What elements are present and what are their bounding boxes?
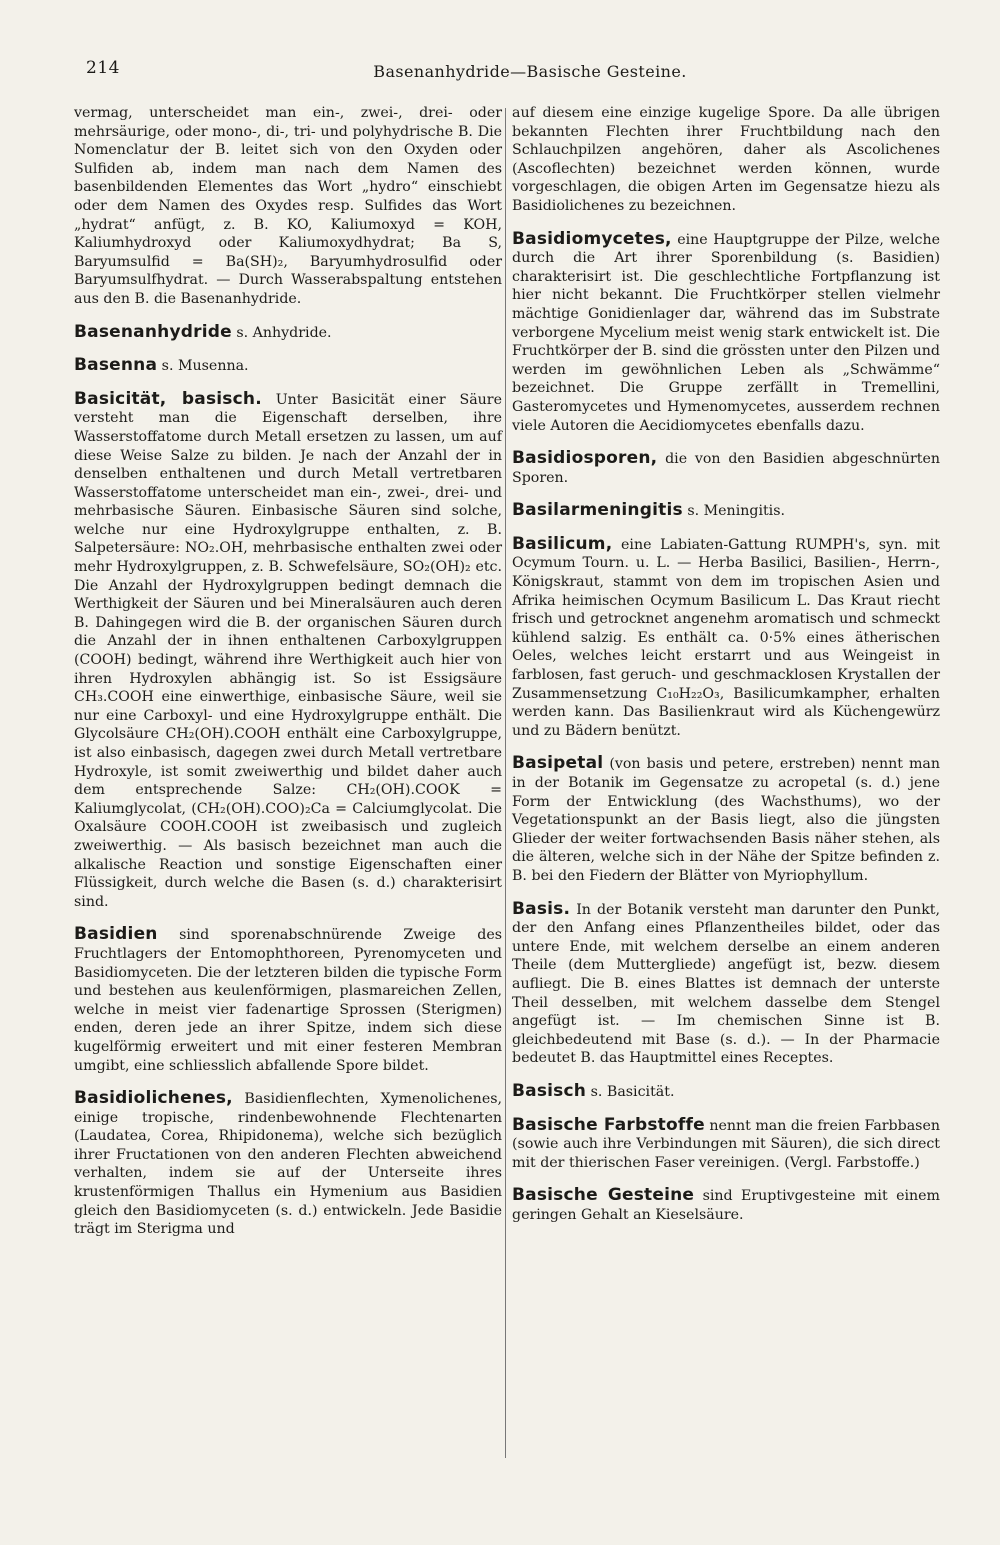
entry-lemma: Basenanhydride <box>74 321 232 342</box>
entry-text: vermag, unterscheidet man ein-, zwei-, drei- oder mehrsäurige, oder mono-, di-, tri- und polyhydrische B. Die Nomenclatur der B. leitet sich von den Oxyden oder Sulfiden ab, indem man nach dem Namen des basenbildenden Elementes das Wort „hydro“ einschiebt oder dem Namen des Oxydes resp. Sulfides das Wort „hydrat“ anfügt, z. B. KO, Kaliumoxyd = KOH, Kaliumhydroxyd oder Kaliumoxydhydrat; Ba S, Baryumsulfid = Ba(SH)₂, Baryumhydrosulfid oder Baryumsulfhydrat. — Durch Wasserabspaltung entstehen aus den B. die Basenanhydride. <box>74 105 502 307</box>
entry-text: In der Botanik versteht man darunter den Punkt, der den Anfang eines Pflanzentheiles bildet, oder das untere Ende, mit welchem derselbe an einem anderen Theile (dem Muttergliede) angefügt ist, bezw. diesem aufliegt. Die B. eines Blattes ist demnach der unterste Theil desselben, mit welchem dasselbe dem Stengel angefügt ist. — Im chemischen Sinne ist B. gleichbedeutend mit Base (s. d.). — In der Pharmacie bedeutet B. das Hauptmittel eines Receptes. <box>512 901 941 1067</box>
entry-lemma: Basilarmeningitis <box>512 500 683 521</box>
entry-text: s. Meningitis. <box>687 503 786 520</box>
entry-basische-gesteine <box>512 1186 940 1224</box>
entry-lemma: Basicität, basisch. <box>74 388 262 409</box>
entry-basidiosporen <box>512 449 940 487</box>
entry-text: s. Anhydride. <box>236 324 332 341</box>
entry-basilicum <box>512 535 940 741</box>
entry-text: die von den Basidien abgeschnürten Sporen. <box>512 451 940 486</box>
page-number: 214 <box>86 58 120 78</box>
entry-basidiomycetes <box>512 230 940 436</box>
entry-lemma: Basisch <box>512 1080 587 1101</box>
entry-continuation <box>74 104 502 309</box>
entry-basisch <box>512 1082 940 1102</box>
entry-text: sind sporenabschnürende Zweige des Fruchtlagers der Entomophthoreen, Pyrenomyceten und Basidiomyceten. Die der letzteren bilden die typische Form und bestehen aus keulenförmigen, plasmareichen Zellen, welche in meist vier fadenartige Sprossen (Sterigmen) enden, deren jede an ihrer Spitze, indem sich diese kugelförmig erweitert und mit einer festeren Membran umgibt, eine schliesslich abfallende Spore bildet. <box>74 927 502 1074</box>
entry-basenna <box>74 356 502 376</box>
entry-text: sind Eruptivgesteine mit einem geringen Gehalt an Kieselsäure. <box>512 1188 941 1223</box>
entry-text: Basidienflechten, Xymenolichenes, einige tropische, rindenbewohnende Flechtenarten (Laudatea, Corea, Rhipidonema), welche sich bezüglich ihrer Fructationen von den anderen Flechten abweichend verhalten, indem sie auf der Unterseite ihres krustenförmigen Thallus ein Hymenium aus Basidien gleich den Basidiomyceten (s. d.) entwickeln. Jede Basidie trägt im Sterigma und <box>74 1091 503 1238</box>
entry-lemma: Basipetal <box>512 753 604 774</box>
entry-lemma: Basis. <box>512 898 571 919</box>
entry-lemma: Basidiolichenes, <box>74 1088 233 1109</box>
left-column <box>74 104 502 1239</box>
entry-text: eine Labiaten-Gattung RUMPH's, syn. mit Ocymum Tourn. u. L. — Herba Basilici, Basilien-, Herrn-, Königskraut, stammt von dem im tropischen Asien und Afrika heimischen Ocymum Basilicum L. Das Kraut riecht frisch und getrocknet angenehm aromatisch und schmeckt kühlend salzig. Es enthält ca. 0·5% eines ätherischen Oeles, welches leicht erstarrt und aus Weingeist in farblosen, fast geruch- und geschmacklosen Krystallen der Zusammensetzung C₁₀H₂₂O₃, Basilicumkampher, erhalten werden kann. Das Basilienkraut wird als Küchengewürz und zu Bädern benützt. <box>512 536 940 739</box>
entry-text: (von basis und petere, erstreben) nennt man in der Botanik im Gegensatze zu acropetal (s. d.) jene Form der Entwicklung (des Wachsthums), wo der Vegetationspunkt an der Basis liegt, also die jüngsten Glieder der weiter fortwachsenden Basis näher stehen, als die älteren, welche sich in der Nähe der Spitze befinden z. B. bei den Fiedern der Blätter von Myriophyllum. <box>512 756 940 884</box>
entry-lemma: Basische Farbstoffe <box>512 1114 705 1135</box>
entry-lemma: Basidiomycetes, <box>512 228 672 249</box>
entry-basilarmeningitis <box>512 501 940 521</box>
entry-continuation <box>512 104 940 216</box>
entry-basenanhydride <box>74 323 502 343</box>
entry-basidien <box>74 925 502 1075</box>
entry-lemma: Basilicum, <box>512 533 613 554</box>
right-column <box>512 104 940 1224</box>
running-head: Basenanhydride—Basische Gesteine. <box>373 62 687 81</box>
entry-text: auf diesem eine einzige kugelige Spore. Da alle übrigen bekannten Flechten ihrer Fruchtbildung nach den Schlauchpilzen angehören, daher als Ascolichenes (Ascoflechten) bezeichnet werden können, wurde vorgeschlagen, die obigen Arten im Gegensatze hiezu als Basidiolichenes zu bezeichnen. <box>512 105 940 214</box>
entry-basis <box>512 900 940 1068</box>
column-divider <box>505 108 506 1458</box>
entry-basipetal <box>512 754 940 885</box>
entry-basidiolichenes <box>74 1089 502 1239</box>
entry-basische-farbstoffe <box>512 1116 940 1173</box>
entry-text: s. Musenna. <box>161 358 249 375</box>
entry-lemma: Basidien <box>74 924 158 945</box>
entry-text: eine Hauptgruppe der Pilze, welche durch die Art ihrer Sporenbildung (s. Basidien) charakterisirt ist. Die geschlechtliche Fortpflanzung ist hier nicht bekannt. Die Fruchtkörper stellen vielmehr mächtige Gonidienlager dar, während das im Substrate verborgene Mycelium meist wenig stark entwickelt ist. Die Fruchtkörper der B. sind die grössten unter den Pilzen und werden im gewöhnlichen Leben als „Schwämme“ bezeichnet. Die Gruppe zerfällt in Tremellini, Gasteromycetes und Hymenomycetes, ausserdem rechnen viele Autoren die Aecidiomycetes ebenfalls dazu. <box>512 231 940 434</box>
entry-basicitaet <box>74 390 502 912</box>
entry-lemma: Basidiosporen, <box>512 448 658 469</box>
entry-lemma: Basenna <box>74 355 158 376</box>
entry-lemma: Basische Gesteine <box>512 1185 695 1206</box>
entry-text: nennt man die freien Farbbasen (sowie auch ihre Verbindungen mit Säuren), die sich direct mit der thierischen Faser vereinigen. (Vergl. Farbstoffe.) <box>512 1117 940 1171</box>
entry-text: Unter Basicität einer Säure versteht man die Eigenschaft derselben, ihre Wasserstoffatome durch Metall ersetzen zu lassen, um auf diese Weise Salze zu bilden. Je nach der Anzahl der in denselben enthaltenen und durch Metall vertretbaren Wasserstoffatome unterscheidet man ein-, zwei-, drei- und mehrbasische Säuren. Einbasische Säuren sind solche, welche nur eine Hydroxylgruppe enthalten, z. B. Salpetersäure: NO₂.OH, mehrbasische enthalten zwei oder mehr Hydroxylgruppen, z. B. Schwefelsäure, SO₂(OH)₂ etc. Die Anzahl der Hydroxylgruppen bedingt demnach die Werthigkeit der Säuren und bei Mineralsäuren auch deren B. Dahingegen wird die B. der organischen Säuren durch die Anzahl der in ihnen enthaltenen Carboxylgruppen (COOH) bedingt, während ihre Werthigkeit auch hier von ihren Hydroxylen abhängig ist. So ist Essigsäure CH₃.COOH eine einwerthige, einbasische Säure, weil sie nur eine Carboxyl- und eine Hydroxylgruppe enthält. Die Glycolsäure CH₂(OH).COOH enthält eine Carboxylgruppe, ist also einbasisch, dagegen zwei durch Metall vertretbare Hydroxyle, ist somit zweiwerthig und bildet daher auch dem entsprechende Salze: CH₂(OH).COOK = Kaliumglycolat, (CH₂(OH).COO)₂Ca = Calciumglycolat. Die Oxalsäure COOH.COOH ist zweibasisch und zugleich zweiwerthig. — Als basisch bezeichnet man auch die alkalische Reaction und sonstige Eigenschaften einer Flüssigkeit, durch welche die Basen (s. d.) charakterisirt sind. <box>74 391 502 910</box>
entry-text: s. Basicität. <box>590 1083 675 1100</box>
